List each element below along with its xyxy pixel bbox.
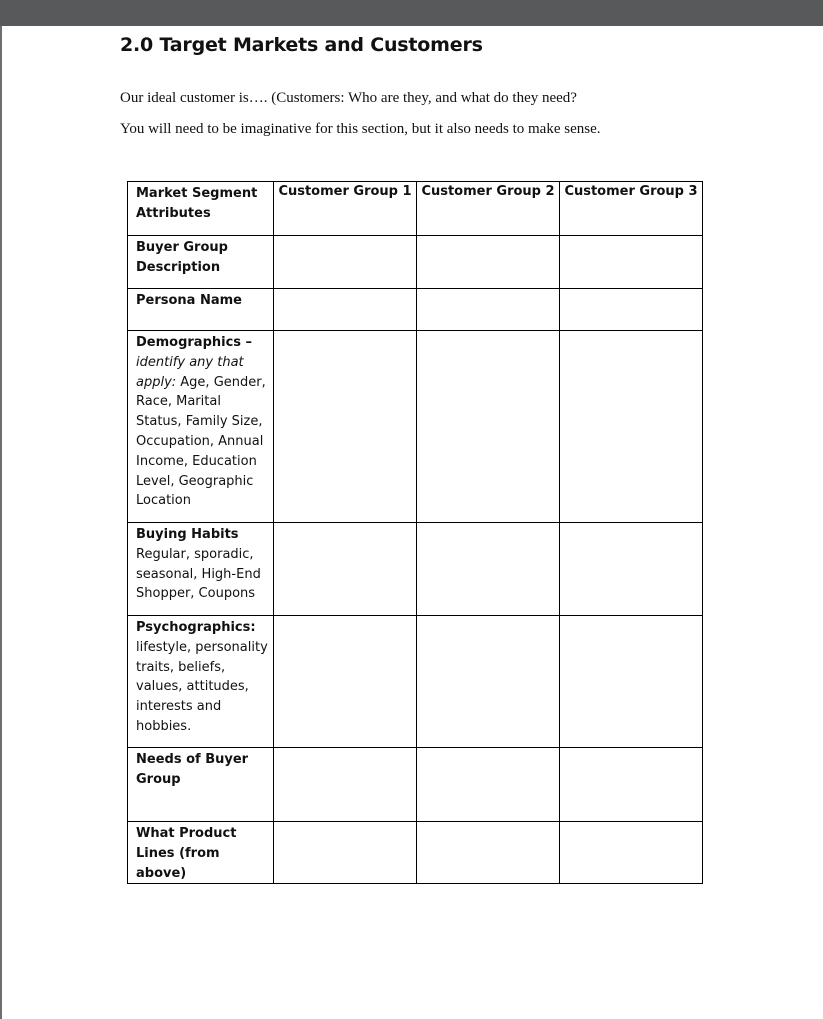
row-label-italic: identify any that apply: [136,354,244,390]
column-header-group-1: Customer Group 1 [274,182,417,236]
empty-cell[interactable] [560,822,703,884]
table-row [128,331,703,523]
empty-cell[interactable] [417,331,560,523]
empty-cell[interactable] [560,523,703,616]
corner-header-text: Market Segment Attributes [136,186,258,221]
empty-cell[interactable] [417,822,560,884]
row-label-bold: Needs of Buyer Group [136,752,249,787]
column-header-group-2: Customer Group 2 [417,182,560,236]
row-label-bold: Persona Name [136,293,242,308]
intro-paragraph-2: You will need to be imaginative for this section, but it also needs to make sense. [120,121,601,137]
empty-cell[interactable] [417,523,560,616]
table-row [128,523,703,616]
row-label-bold: Psychographics: [136,620,256,635]
empty-cell[interactable] [560,616,703,748]
corner-header-cell [128,182,274,236]
empty-cell[interactable] [560,236,703,289]
empty-cell[interactable] [560,748,703,822]
table-row [128,748,703,822]
row-label-bold: Buying Habits [136,527,239,542]
empty-cell[interactable] [417,236,560,289]
empty-cell[interactable] [274,331,417,523]
empty-cell[interactable] [274,616,417,748]
market-segment-table [127,181,703,884]
row-label-cell [128,822,274,884]
row-label-text: Age, Gender, Race, Marital Status, Family Size, Occupation, Annual Income, Education Level, Geographic Location [136,374,266,509]
row-label-cell [128,523,274,616]
row-label-bold: Buyer Group Description [136,240,228,275]
empty-cell[interactable] [274,289,417,331]
empty-cell[interactable] [417,289,560,331]
row-label-cell [128,289,274,331]
window-top-bar [0,0,823,26]
empty-cell[interactable] [274,822,417,884]
row-label-text: Regular, sporadic, seasonal, High-End Shopper, Coupons [136,546,261,602]
table-row [128,289,703,331]
row-label-cell [128,748,274,822]
table-row [128,822,703,884]
row-label-text: lifestyle, personality traits, beliefs, values, attitudes, interests and hobbies. [136,639,268,734]
row-label-bold: What Product Lines (from above) [136,826,237,881]
section-heading: 2.0 Target Markets and Customers [120,34,483,56]
empty-cell[interactable] [274,523,417,616]
empty-cell[interactable] [274,748,417,822]
row-label-cell [128,331,274,523]
intro-paragraph-1: Our ideal customer is…. (Customers: Who are they, and what do they need? [120,90,577,106]
row-label-bold: Demographics – [136,335,253,350]
table-row [128,236,703,289]
empty-cell[interactable] [274,236,417,289]
row-label-cell [128,236,274,289]
column-header-group-3: Customer Group 3 [560,182,703,236]
table-row [128,616,703,748]
empty-cell[interactable] [560,331,703,523]
table-header-row [128,182,703,236]
empty-cell[interactable] [417,748,560,822]
empty-cell[interactable] [560,289,703,331]
row-label-cell [128,616,274,748]
empty-cell[interactable] [417,616,560,748]
